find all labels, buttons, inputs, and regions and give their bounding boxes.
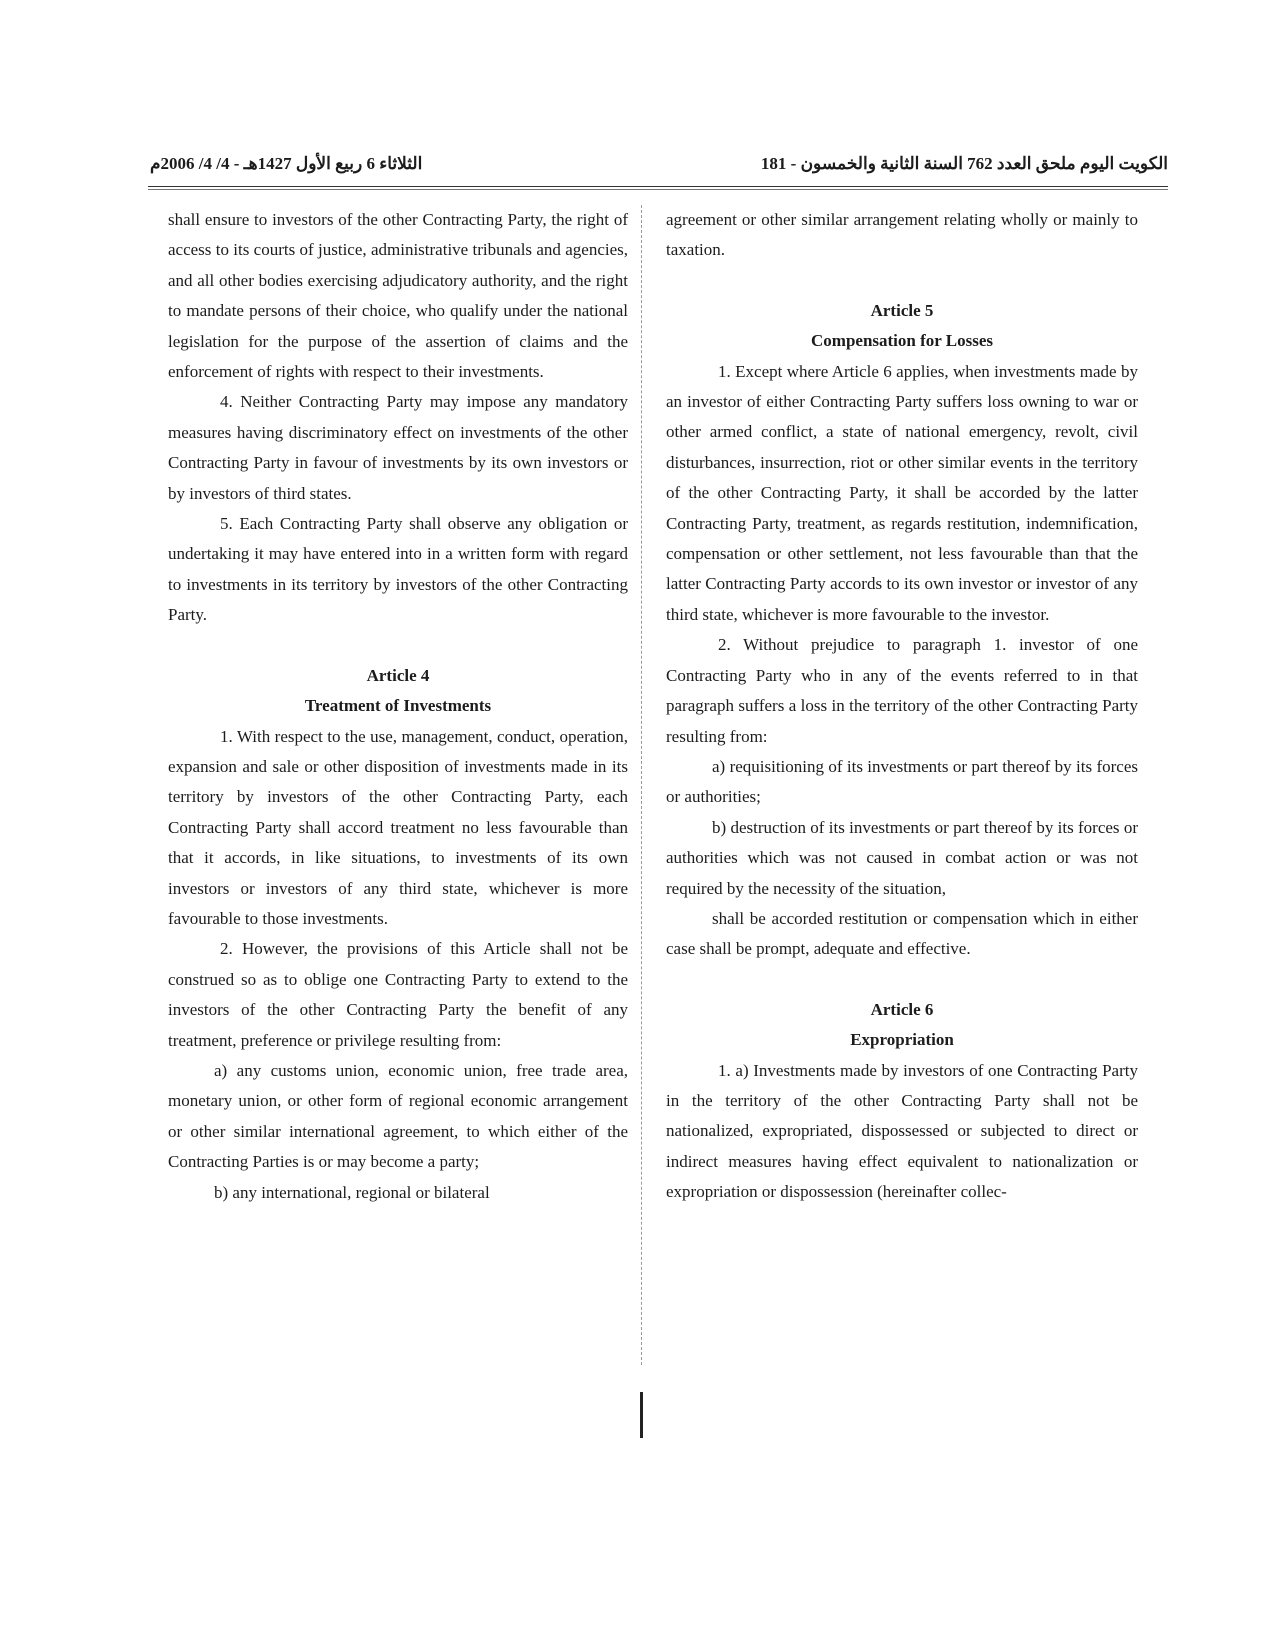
article-5-item-b: b) destruction of its investments or part thereof by its forces or authorities which was not caused in combat action or was not required by the necessity of the situation,: [666, 817, 1138, 898]
paragraph-access-to-courts: shall ensure to investors of the other Contracting Party, the right of access to its courts of justice, administrative tribunals and agencies, and all other bodies exercising adjudicatory authority, and the right to mandate persons of their choice, who qualify under the national legislation for the purpose of the assertion of claims and the enforcement of rights with respect to their investments.: [168, 210, 628, 382]
header-date: الثلاثاء 6 ربيع الأول 1427هـ - 4/ 4/ 2006م: [150, 154, 423, 173]
article-5-compensation: shall be accorded restitution or compensation which in either case shall be prompt, adequate and effective.: [666, 908, 1138, 959]
article-4-paragraph-2: 2. However, the provisions of this Article shall not be construed so as to oblige one Contracting Party to extend to the investors of the other Contracting Party the benefit of any treatment, preference or privilege resulting from:: [168, 939, 628, 1050]
article-6-paragraph-1a: 1. a) Investments made by investors of one Contracting Party in the territory of the other Contracting Party shall not be nationalized, expropriated, dispossessed or subjected to direct or indirect measures having effect equivalent to nationalization or expropriation or dispossession (hereinafter collec-: [666, 1060, 1138, 1202]
spacer: [666, 266, 1138, 296]
spacer: [168, 631, 628, 661]
article-4-item-a: a) any customs union, economic union, free trade area, monetary union, or other form of regional economic arrangement or other similar international agreement, to which either of the Contracting Parties is or may become a party;: [168, 1060, 628, 1172]
article-4-number: Article 4: [366, 665, 430, 685]
header-rule: [148, 186, 1168, 190]
paragraph-4: 4. Neither Contracting Party may impose any mandatory measures having discriminatory effect on investments of the other Contracting Party in favour of investments by its own investors or by investors of third states.: [168, 392, 628, 503]
article-5-title: Compensation for Losses: [811, 331, 993, 351]
column-divider: [641, 205, 642, 1365]
article-5-paragraph-2: 2. Without prejudice to paragraph 1. investor of one Contracting Party who in any of the events referred to in that paragraph suffers a loss in the territory of the other Contracting Party resulting from:: [666, 635, 1138, 746]
article-5-paragraph-1: 1. Except where Article 6 applies, when investments made by an investor of either Contracting Party suffers loss owning to war or other armed conflict, a state of national emergency, revolt, civil disturbances, insurrection, riot or other similar events in the territory of the other Contracting Party, it shall be accorded by the latter Contracting Party, treatment, as regards restitution, indemnification, compensation or other settlement, not less favourable than that the latter Contracting Party accords to its own investor or investor of any third state, whichever is more favourable to the investor.: [666, 361, 1138, 624]
article-6-number: Article 6: [870, 999, 934, 1019]
right-column: [666, 205, 1138, 1208]
scan-mark: [640, 1392, 643, 1438]
taxation-continuation: agreement or other similar arrangement relating wholly or mainly to taxation.: [666, 210, 1138, 260]
article-6-title: Expropriation: [850, 1030, 954, 1050]
left-column: [168, 205, 628, 1208]
article-5-item-a: a) requisitioning of its investments or part thereof by its forces or authorities;: [666, 756, 1138, 807]
header-gazette-issue: الكويت اليوم ملحق العدد 762 السنة الثانية والخمسون - 181: [760, 154, 1168, 173]
paragraph-5: 5. Each Contracting Party shall observe any obligation or undertaking it may have entered into in a written form with regard to investments in its territory by investors of the other Contracting Party.: [168, 514, 628, 625]
article-5-number: Article 5: [870, 300, 934, 320]
article-4-title: Treatment of Investments: [304, 696, 492, 716]
article-4-paragraph-1: 1. With respect to the use, management, conduct, operation, expansion and sale or other disposition of investments made in its territory by investors of the other Contracting Party, each Contracting Party shall accord treatment no less favourable than that it accords, in like situations, to investments of its own investors or investors of any third state, whichever is more favourable to those investments.: [168, 726, 628, 928]
spacer: [666, 965, 1138, 995]
article-4-item-b: b) any international, regional or bilateral: [214, 1182, 490, 1202]
